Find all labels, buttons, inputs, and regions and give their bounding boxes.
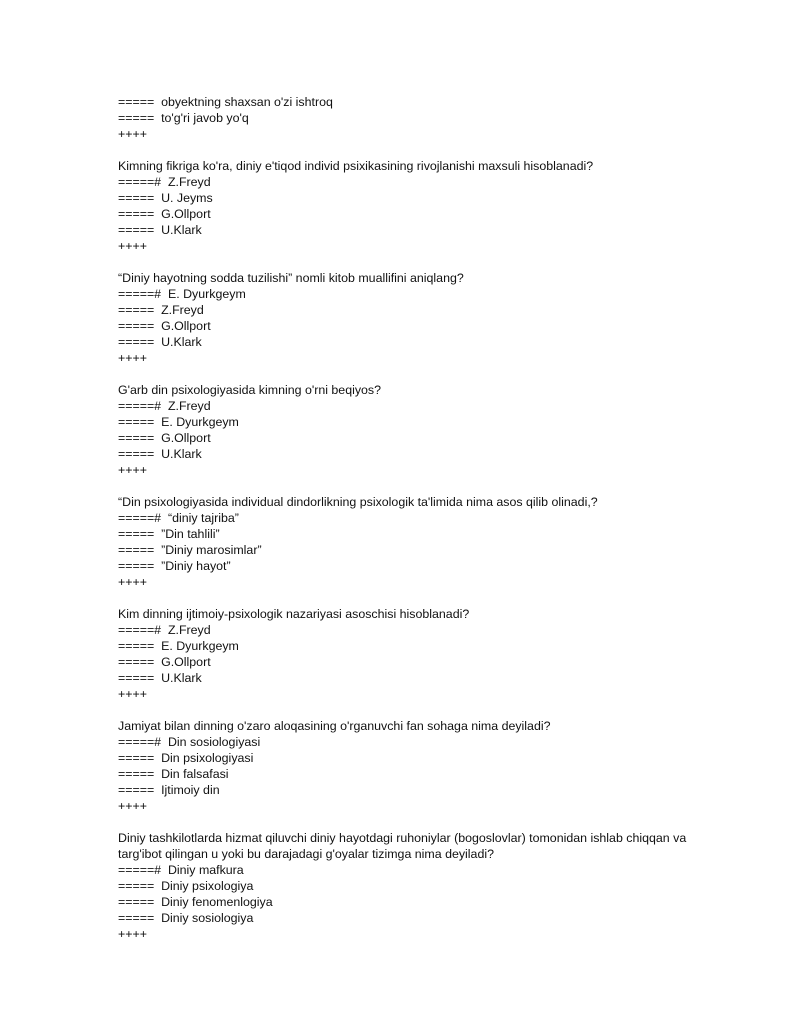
block-separator: ++++: [118, 127, 147, 141]
answer-option-correct: =====# Z.Freyd: [118, 399, 211, 413]
spacer: [118, 702, 718, 718]
answer-option-correct: =====# E. Dyurkgeym: [118, 287, 246, 301]
question-text: Diniy tashkilotlarda hizmat qiluvchi diniy hayotdagi ruhoniylar (bogoslovlar) tomonidan ishlab chiqqan va targ'ibot qilingan u yoki bu darajadagi g'oyalar tizimga nima deyiladi?: [118, 831, 687, 861]
answer-option: ===== Ijtimoiy din: [118, 783, 220, 797]
spacer: [118, 142, 718, 158]
question-block: [118, 270, 718, 366]
answer-option: ===== E. Dyurkgeym: [118, 415, 239, 429]
answer-option: ===== U.Klark: [118, 335, 202, 349]
question-text: G'arb din psixologiyasida kimning o'rni beqiyos?: [118, 383, 382, 397]
question-block: [118, 494, 718, 590]
spacer: [118, 590, 718, 606]
answer-option: ===== Din falsafasi: [118, 767, 229, 781]
block-separator: ++++: [118, 687, 147, 701]
answer-option: ===== Z.Freyd: [118, 303, 204, 317]
answer-option: ===== Diniy fenomenlogiya: [118, 895, 273, 909]
question-text: Jamiyat bilan dinning o'zaro aloqasining o'rganuvchi fan sohaga nima deyiladi?: [118, 719, 551, 733]
question-block: [118, 830, 718, 942]
answer-option: ===== obyektning shaxsan o'zi ishtroq: [118, 95, 333, 109]
question-text: “Diniy hayotning sodda tuzilishi” nomli kitob muallifini aniqlang?: [118, 271, 464, 285]
question-block: [118, 718, 718, 814]
answer-option: ===== U.Klark: [118, 447, 202, 461]
question-block: [118, 158, 718, 254]
block-separator: ++++: [118, 575, 147, 589]
block-separator: ++++: [118, 927, 147, 941]
spacer: [118, 366, 718, 382]
block-separator: ++++: [118, 799, 147, 813]
question-text: Kim dinning ijtimoiy-psixologik nazariyasi asoschisi hisoblanadi?: [118, 607, 470, 621]
block-separator: ++++: [118, 239, 147, 253]
spacer: [118, 814, 718, 830]
question-block: [118, 382, 718, 478]
answer-option: ===== U. Jeyms: [118, 191, 213, 205]
answer-option: ===== Din psixologiyasi: [118, 751, 254, 765]
answer-option: ===== to'g'ri javob yo'q: [118, 111, 249, 125]
answer-option: ===== E. Dyurkgeym: [118, 639, 239, 653]
answer-option: ===== G.Ollport: [118, 207, 211, 221]
answer-option: ===== G.Ollport: [118, 319, 211, 333]
spacer: [118, 478, 718, 494]
answer-option: ===== U.Klark: [118, 671, 202, 685]
question-text: Kimning fikriga ko'ra, diniy e'tiqod individ psixikasining rivojlanishi maxsuli hisoblanadi?: [118, 159, 594, 173]
document-page: [118, 94, 718, 942]
answer-option-correct: =====# Z.Freyd: [118, 623, 211, 637]
answer-option: ===== ”Din tahlili”: [118, 527, 220, 541]
answer-option: ===== U.Klark: [118, 223, 202, 237]
answer-option: ===== ”Diniy hayot”: [118, 559, 231, 573]
answer-option-correct: =====# Din sosiologiyasi: [118, 735, 261, 749]
question-block: [118, 606, 718, 702]
block-separator: ++++: [118, 463, 147, 477]
answer-option: ===== Diniy psixologiya: [118, 879, 254, 893]
answer-option: ===== ”Diniy marosimlar”: [118, 543, 262, 557]
answer-option: ===== Diniy sosiologiya: [118, 911, 254, 925]
answer-option-correct: =====# “diniy tajriba”: [118, 511, 239, 525]
block-separator: ++++: [118, 351, 147, 365]
answer-option: ===== G.Ollport: [118, 655, 211, 669]
answer-option-correct: =====# Diniy mafkura: [118, 863, 244, 877]
answer-option-correct: =====# Z.Freyd: [118, 175, 211, 189]
question-block-partial: [118, 94, 718, 142]
spacer: [118, 254, 718, 270]
question-text: “Din psixologiyasida individual dindorlikning psixologik ta'limida nima asos qilib olinadi,?: [118, 495, 598, 509]
answer-option: ===== G.Ollport: [118, 431, 211, 445]
